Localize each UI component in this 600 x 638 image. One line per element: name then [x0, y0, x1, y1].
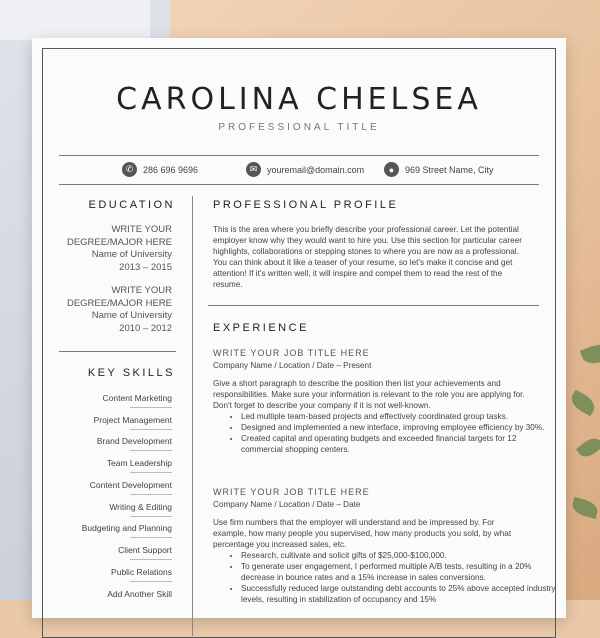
degree-line: WRITE YOUR	[111, 224, 172, 235]
divider-contact	[59, 184, 539, 185]
school-name: Name of University	[91, 249, 172, 260]
job-summary: Give a short paragraph to describe the position then list your achievements and responsibilities. Make sure your information is relevant to the role you are applying for. Don't forget to describe your company if it is not well-known.	[213, 379, 525, 410]
education-years: 2013 – 2015	[119, 261, 172, 273]
location-pin-icon: ●	[384, 162, 399, 177]
job-summary: Use firm numbers that the employer will understand and be impressed by. For example, how many people you supervised, how many products you sold, by what percentage you increased sales, etc.	[213, 518, 512, 549]
job-bullets	[213, 550, 557, 605]
email-text: youremail@domain.com	[267, 164, 365, 175]
bullet-item: • Research, cultivate and solicit gifts of $25,000-$100,000.	[241, 550, 557, 561]
skill-separator	[130, 407, 172, 408]
skill-separator	[130, 516, 172, 517]
job-meta: Company Name / Location / Date – Date	[213, 500, 361, 509]
phone-text: 286 696 9696	[143, 164, 199, 175]
skill-separator	[130, 559, 172, 560]
skill-item: Content Development	[89, 480, 172, 490]
profile-text: This is the area where you briefly describe your professional career. Let the potential employer know why they would want to hire you. Use this section for particular career highlights, collaborations or stepping stones to where you are now as a professional. You can think about it like a teaser of your resume, so let's make it concise and get attention! If it's written well, it will inspire and compel them to read the rest of the resume.	[213, 225, 522, 289]
job-title: WRITE YOUR JOB TITLE HERE	[213, 487, 370, 497]
address-text: 969 Street Name, City	[405, 164, 494, 175]
divider-right	[208, 305, 539, 306]
skill-item: Content Marketing	[102, 393, 172, 403]
skill-item: Project Management	[93, 415, 172, 425]
degree-line: DEGREE/MAJOR HERE	[66, 236, 172, 248]
divider-left	[59, 351, 176, 352]
bullet-item: • Designed and implemented a new interface, improving employee efficiency by 30%.	[241, 422, 557, 433]
skill-item: Client Support	[118, 545, 172, 555]
skill-item: Brand Development	[96, 436, 172, 446]
skill-item: Add Another Skill	[107, 589, 172, 599]
phone-icon: ✆	[122, 162, 137, 177]
experience-heading: EXPERIENCE	[213, 322, 309, 334]
skill-item: Writing & Editing	[109, 502, 172, 512]
skill-item: Team Leadership	[106, 458, 172, 468]
contact-address	[384, 162, 494, 177]
degree-line: DEGREE/MAJOR HERE	[66, 297, 172, 309]
resume-page	[32, 38, 566, 618]
divider-top	[59, 155, 539, 156]
skill-separator	[130, 537, 172, 538]
contact-phone	[122, 162, 198, 177]
education-heading: EDUCATION	[88, 199, 175, 211]
skill-separator	[130, 429, 172, 430]
job-meta: Company Name / Location / Date – Present	[213, 361, 372, 370]
background-corner	[0, 0, 150, 40]
candidate-name: CAROLINA CHELSEA	[116, 82, 482, 117]
job-bullets	[213, 411, 557, 455]
column-divider	[192, 196, 193, 636]
education-years: 2010 – 2012	[119, 322, 172, 334]
school-name: Name of University	[91, 310, 172, 321]
degree-line: WRITE YOUR	[111, 285, 172, 296]
professional-title: PROFESSIONAL TITLE	[218, 122, 380, 133]
bullet-item: • Led multiple team-based projects and effectively coordinated group tasks.	[241, 411, 557, 422]
skill-separator	[130, 450, 172, 451]
envelope-icon: ✉	[246, 162, 261, 177]
bullet-item: • Successfully reduced large outstanding debt accounts to 25% above accepted industry levels, resulting in stabilization of occupancy and 15%	[241, 583, 557, 605]
skill-separator	[130, 472, 172, 473]
bullet-item: • To generate user engagement, I performed multiple A/B tests, resulting in a 20% decrease in bounce rates and a 15% increase in sales conversions.	[241, 561, 557, 583]
skill-item: Public Relations	[111, 567, 172, 577]
contact-email	[246, 162, 364, 177]
education-entry	[52, 285, 172, 335]
skill-item: Budgeting and Planning	[81, 523, 172, 533]
skill-separator	[130, 494, 172, 495]
job-title: WRITE YOUR JOB TITLE HERE	[213, 348, 370, 358]
skills-heading: KEY SKILLS	[87, 367, 175, 379]
bullet-item: • Created capital and operating budgets and exceeded financial targets for 12 commercial shopping centers.	[241, 433, 557, 455]
education-entry	[52, 224, 172, 274]
skill-separator	[130, 581, 172, 582]
profile-heading: PROFESSIONAL PROFILE	[213, 199, 399, 211]
